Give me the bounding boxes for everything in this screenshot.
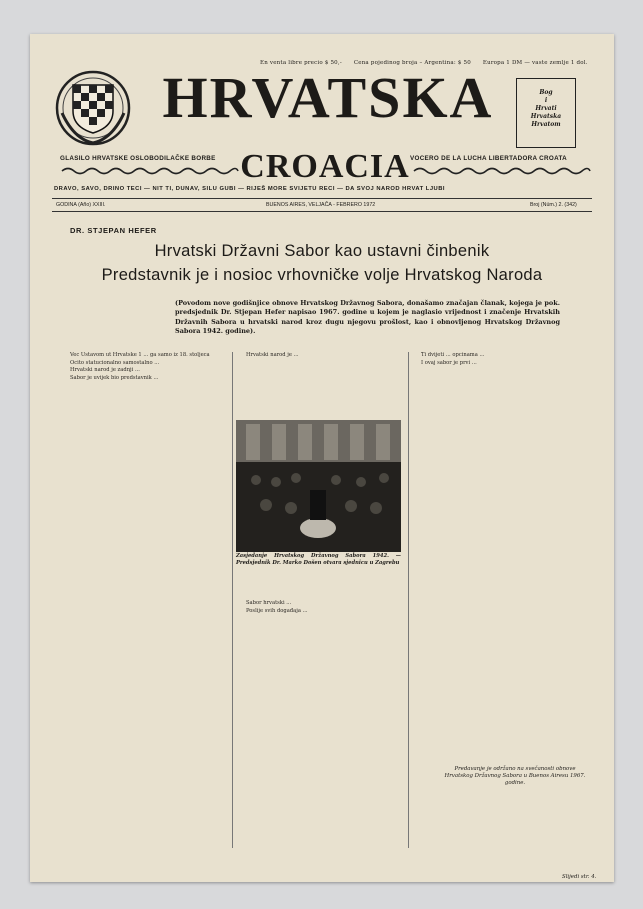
headline-line-2: Predstavnik je i nosioc vrhovničke volje Hrvatskog Naroda [101, 266, 543, 284]
paragraph: Vec Ustavom ut Hrvatske 1 ... ga samo iz 18. stoljeca [70, 352, 210, 358]
paragraph: I ovaj sabor je prvi ... [421, 359, 477, 366]
info-rule [52, 211, 592, 212]
paragraph: Sabor hrvatski ... [246, 600, 292, 606]
price-argentina: Cena pojedinog broja – Argentina: $ 50 [353, 60, 471, 66]
continued-on-page: Slijedi str. 4. [562, 874, 597, 880]
footnote: Predavanje je održano na svečanosti obnove Hrvatskog Državnog Sabora u Buenos Airesu 1967. godine. [444, 766, 586, 786]
left-ornament-icon [60, 166, 240, 176]
parliament-photo-image [236, 420, 401, 552]
paragraph: Hrvatski narod je ... [246, 352, 299, 358]
price-argentina-free: En venta libre precio $ 50,- [260, 60, 342, 66]
paragraph: Ti dvijeti ... opcinama ... [421, 352, 485, 358]
slogan: DRAVO, SAVO, DRINO TECI — NIT TI, DUNAV, SILU GUBI — RIJEŠ MORE SVIJETU RECI — DA SVOJ NAROD HRVAT LJUBI [54, 186, 446, 192]
photo-caption: Zasjedanje Hrvatskog Državnog Sabora 1942. — Predsjednik Dr. Marko Došen otvara sjednicu u Zagrebu [236, 553, 401, 566]
newspaper-title: HRVATSKA [162, 65, 494, 130]
column-divider [232, 352, 233, 848]
column-divider [408, 352, 409, 848]
right-ornament-icon [412, 166, 592, 176]
paragraph: Ocito statucionalno samostalno ... [70, 359, 160, 366]
article-column-1 [60, 352, 244, 852]
issue-year: GODINA (Año) XXIII. [56, 202, 106, 208]
croatian-coat-of-arms-icon [54, 69, 132, 147]
issue-date: BUENOS AIRES, VELJAČA - FEBRERO 1972 [266, 202, 376, 208]
issue-number: Broj (Núm.) 2. (342) [530, 202, 577, 208]
paragraph: Sabor je uvijek bio predstavnik ... [70, 374, 159, 381]
headline-line-1: Hrvatski Državni Sabor kao ustavni činbenik [154, 242, 490, 260]
subtitle-croatian: GLASILO HRVATSKE OSLOBODILAČKE BORBE [60, 155, 216, 162]
subtitle-croacia: CROACIA [240, 148, 410, 185]
parliament-photo [236, 420, 401, 552]
paragraph: Hrvatski narod je zadnji ... [70, 367, 140, 374]
subtitle-spanish: VOCERO DE LA LUCHA LIBERTADORA CROATA [410, 155, 567, 162]
motto-box: Bog i Hrvati Hrvatska Hrvatom [516, 78, 576, 148]
article-author: DR. STJEPAN HEFER [70, 226, 157, 235]
price-europe: Europa 1 DM — vaste zemlje 1 dol. [482, 60, 588, 66]
article-column-2-continued [236, 600, 406, 850]
paragraph: Poslije svih događaja ... [246, 607, 308, 614]
newspaper-page [30, 34, 614, 882]
article-lede: (Povodom nove godišnjice obnove Hrvatskog Državnog Sabora, donašamo značajan članak, kojega je pok. predsjednik Dr. Stjepan Hefer napisao 1967. godine u kojem je naglasio vrijednost i značenje Hrvatskih Državnih Sabora u hrvatski narod kroz dugu njegovu prošlost, kao i obnovljenog Hrvatskog Državnog Sabora 1942. godine). [175, 299, 560, 335]
masthead-rule [52, 198, 592, 199]
